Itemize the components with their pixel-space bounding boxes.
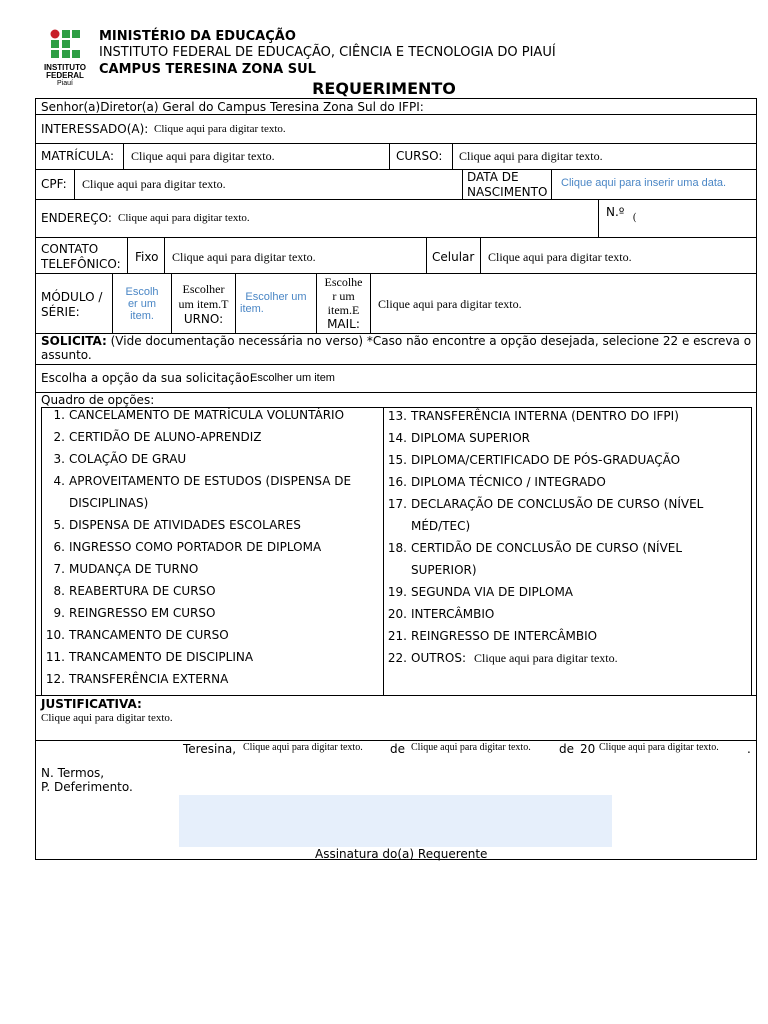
option-label: CERTIDÃO DE ALUNO-APRENDIZ xyxy=(69,430,262,444)
option-item xyxy=(383,629,597,643)
option-number: 7. xyxy=(53,562,65,576)
option-number: 10. xyxy=(45,628,65,642)
quadro-label: Quadro de opções: xyxy=(41,393,155,407)
option-number: 13. xyxy=(387,409,407,423)
option-number: 14. xyxy=(387,431,407,445)
institute-heading: INSTITUTO FEDERAL DE EDUCAÇÃO, CIÊNCIA E TECNOLOGIA DO PIAUÍ xyxy=(99,45,556,60)
option-number: 21. xyxy=(387,629,407,643)
option-label: DECLARAÇÃO DE CONCLUSÃO DE CURSO (NÍVEL xyxy=(411,497,704,511)
turno-cell-line-3: URNO: xyxy=(183,312,224,326)
turno-select[interactable] xyxy=(236,291,316,315)
deferimento-text: P. Deferimento. xyxy=(41,780,133,794)
option-item xyxy=(41,606,215,620)
logo-text-piaui: Piauí xyxy=(57,80,73,87)
logo-text-instituto: INSTITUTO xyxy=(43,63,87,72)
email-field[interactable]: Clique aqui para digitar texto. xyxy=(378,297,522,311)
escolha-label: Escolha a opção da sua solicitação: xyxy=(41,371,254,385)
email-cell-line-3: item.E xyxy=(327,303,360,317)
interessado-label: INTERESSADO(A): xyxy=(41,122,149,136)
logo-text-federal: FEDERAL xyxy=(46,71,84,80)
month-field[interactable]: Clique aqui para digitar texto. xyxy=(411,742,531,753)
option-number: 20. xyxy=(387,607,407,621)
nascimento-label-1: DATA DE xyxy=(467,170,519,184)
modulo-select-line-2: er um xyxy=(127,298,157,310)
year-field[interactable]: Clique aqui para digitar texto. xyxy=(599,742,719,753)
solicita-instructions-cont: assunto. xyxy=(41,348,92,362)
option-label: TRANSFERÊNCIA INTERNA (DENTRO DO IFPI) xyxy=(411,409,679,423)
ministry-heading: MINISTÉRIO DA EDUCAÇÃO xyxy=(99,29,296,44)
salutation-text: Senhor(a)Diretor(a) Geral do Campus Teresina Zona Sul do IFPI: xyxy=(41,100,424,114)
option-item xyxy=(383,431,530,445)
option-item xyxy=(41,430,261,444)
email-cell[interactable] xyxy=(317,276,370,330)
numero-label: N.º xyxy=(606,205,625,219)
ifpi-logo-mark-icon xyxy=(38,28,92,66)
escolha-select[interactable]: Escolher um item xyxy=(250,372,335,384)
turno-cell-line-1: Escolher xyxy=(182,282,225,296)
option-item xyxy=(41,540,321,554)
option-item xyxy=(383,607,494,621)
option-item xyxy=(383,453,680,467)
option-item xyxy=(383,475,606,489)
modulo-label-1: MÓDULO / xyxy=(41,290,103,304)
option-label: OUTROS: xyxy=(411,651,467,665)
option-label: CANCELAMENTO DE MATRÍCULA VOLUNTÁRIO xyxy=(69,408,345,422)
option-label: INGRESSO COMO PORTADOR DE DIPLOMA xyxy=(69,540,322,554)
option-number: 6. xyxy=(53,540,65,554)
option-number: 18. xyxy=(387,541,407,555)
option-number: 17. xyxy=(387,497,407,511)
option-item xyxy=(41,672,228,686)
de-text-2: de xyxy=(559,742,574,756)
option-label: CERTIDÃO DE CONCLUSÃO DE CURSO (NÍVEL xyxy=(411,541,683,555)
option-item xyxy=(41,474,351,488)
option-number: 4. xyxy=(53,474,65,488)
option-number: 11. xyxy=(45,650,65,664)
campus-heading: CAMPUS TERESINA ZONA SUL xyxy=(99,62,316,77)
option-label: COLAÇÃO DE GRAU xyxy=(69,452,187,466)
cpf-field[interactable]: Clique aqui para digitar texto. xyxy=(82,177,226,191)
outros-field[interactable]: Clique aqui para digitar texto. xyxy=(474,651,618,665)
option-item xyxy=(41,562,198,576)
day-field[interactable]: Clique aqui para digitar texto. xyxy=(243,742,363,753)
endereco-field[interactable]: Clique aqui para digitar texto. xyxy=(118,212,250,224)
option-item xyxy=(383,541,682,555)
email-cell-line-4: MAIL: xyxy=(327,317,360,331)
option-item-continuation: MÉD/TEC) xyxy=(411,519,471,533)
celular-label: Celular xyxy=(432,250,475,264)
matricula-field[interactable]: Clique aqui para digitar texto. xyxy=(131,149,275,163)
de-text-1: de xyxy=(390,742,405,756)
endereco-label: ENDEREÇO: xyxy=(41,211,112,225)
option-number: 15. xyxy=(387,453,407,467)
nascimento-label-2: NASCIMENTO xyxy=(467,185,548,199)
option-number: 2. xyxy=(53,430,65,444)
option-label: INTERCÂMBIO xyxy=(411,607,495,621)
option-label: REABERTURA DE CURSO xyxy=(69,584,216,598)
justificativa-label: JUSTIFICATIVA: xyxy=(41,697,142,711)
turno-select-line-2: item. xyxy=(240,303,264,315)
option-number: 3. xyxy=(53,452,65,466)
option-number: 8. xyxy=(53,584,65,598)
email-cell-line-1: Escolhe xyxy=(324,275,363,289)
option-item xyxy=(41,650,253,664)
option-item xyxy=(383,651,618,666)
option-item xyxy=(41,584,216,598)
option-label: MUDANÇA DE TURNO xyxy=(69,562,199,576)
option-item xyxy=(383,585,573,599)
option-number: 19. xyxy=(387,585,407,599)
option-label: DIPLOMA TÉCNICO / INTEGRADO xyxy=(411,475,606,489)
option-item-continuation: DISCIPLINAS) xyxy=(69,496,149,510)
option-item xyxy=(41,452,186,466)
option-label: APROVEITAMENTO DE ESTUDOS (DISPENSA DE xyxy=(69,474,352,488)
solicita-text xyxy=(41,334,751,348)
modulo-label-2: SÉRIE: xyxy=(41,305,80,319)
solicita-label: SOLICITA: xyxy=(41,334,107,348)
nascimento-date-field[interactable]: Clique aqui para inserir uma data. xyxy=(561,177,727,189)
option-label: DIPLOMA/CERTIFICADO DE PÓS-GRADUAÇÃO xyxy=(411,453,681,467)
date-period: . xyxy=(747,742,751,756)
option-number: 1. xyxy=(53,408,65,422)
contato-label-1: CONTATO xyxy=(41,242,99,256)
option-number: 9. xyxy=(53,606,65,620)
option-label: SEGUNDA VIA DE DIPLOMA xyxy=(411,585,573,599)
option-item xyxy=(383,497,703,511)
option-label: TRANCAMENTO DE CURSO xyxy=(69,628,229,642)
fixo-field[interactable]: Clique aqui para digitar texto. xyxy=(172,250,316,264)
option-number: 16. xyxy=(387,475,407,489)
numero-field[interactable]: ( xyxy=(633,212,637,223)
turno-cell[interactable] xyxy=(172,283,235,325)
email-cell-line-2: r um xyxy=(332,289,355,303)
option-label: TRANSFERÊNCIA EXTERNA xyxy=(69,672,229,686)
option-number: 5. xyxy=(53,518,65,532)
justificativa-field[interactable]: Clique aqui para digitar texto. xyxy=(41,712,173,724)
option-label: REINGRESSO DE INTERCÂMBIO xyxy=(411,629,598,643)
page-title: REQUERIMENTO xyxy=(312,79,456,98)
contato-label-2: TELEFÔNICO: xyxy=(41,257,121,271)
option-item xyxy=(41,408,344,422)
termos-text: N. Termos, xyxy=(41,766,105,780)
turno-select-line-1: Escolher um xyxy=(245,291,307,303)
option-label: REINGRESSO EM CURSO xyxy=(69,606,216,620)
curso-field[interactable]: Clique aqui para digitar texto. xyxy=(459,149,603,163)
option-label: DISPENSA DE ATIVIDADES ESCOLARES xyxy=(69,518,301,532)
curso-label: CURSO: xyxy=(396,149,443,163)
option-item xyxy=(383,409,679,423)
option-label: DIPLOMA SUPERIOR xyxy=(411,431,530,445)
fixo-label: Fixo xyxy=(135,250,159,264)
matricula-label: MATRÍCULA: xyxy=(41,149,115,163)
signature-box[interactable] xyxy=(179,795,612,847)
turno-cell-line-2: um item.T xyxy=(178,297,229,311)
modulo-select-line-3: item. xyxy=(130,310,154,322)
interessado-field[interactable]: Clique aqui para digitar texto. xyxy=(154,123,286,135)
celular-field[interactable]: Clique aqui para digitar texto. xyxy=(488,250,632,264)
option-number: 22. xyxy=(387,651,407,665)
cpf-label: CPF: xyxy=(41,177,67,191)
option-item xyxy=(41,518,301,532)
city-label: Teresina, xyxy=(183,742,237,756)
option-item-continuation: SUPERIOR) xyxy=(411,563,477,577)
option-number: 12. xyxy=(45,672,65,686)
option-item xyxy=(41,628,229,642)
modulo-select-line-1: Escolh xyxy=(125,286,159,298)
option-label: TRANCAMENTO DE DISCIPLINA xyxy=(69,650,254,664)
modulo-select[interactable] xyxy=(113,286,171,322)
solicita-instructions: (Vide documentação necessária no verso) *Caso não encontre a opção desejada, selecione 22 e escreva o xyxy=(106,334,752,348)
year-prefix: 20 xyxy=(580,742,596,756)
signature-caption: Assinatura do(a) Requerente xyxy=(315,847,488,861)
